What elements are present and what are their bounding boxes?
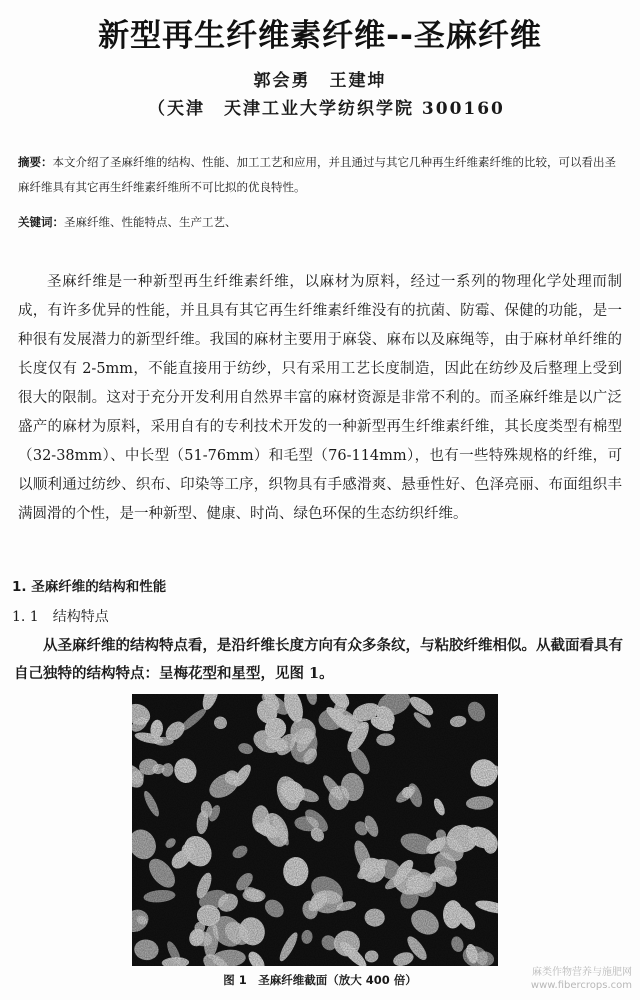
figure-caption: 图 1 圣麻纤维截面（放大 400 倍）	[223, 973, 417, 987]
abstract-text: 本文介绍了圣麻纤维的结构、性能、加工工艺和应用，并且通过与其它几种再生纤维素纤维的比较，可以看出圣麻纤维具有其它再生纤维素纤维所不可比拟的优良特性。	[18, 155, 616, 194]
section-heading-1-1: 1. 1 结构特点	[12, 609, 109, 625]
keywords	[18, 214, 622, 230]
watermark-line-2: www.fibercrops.com	[530, 980, 632, 991]
watermark-line-1: 麻类作物营养与施肥网	[532, 967, 632, 978]
site-watermark	[531, 966, 632, 992]
section-heading-1: 1. 圣麻纤维的结构和性能	[12, 579, 167, 595]
intro-paragraph: 圣麻纤维是一种新型再生纤维素纤维，以麻材为原料，经过一系列的物理化学处理而制成，有许多优异的性能，并且具有其它再生纤维素纤维没有的抗菌、防霉、保健的功能，是一种很有发展潜力的新型纤维。我国的麻材主要用于麻袋、麻布以及麻绳等，由于麻材单纤维的长度仅有 2-5mm，不能直接用于纺纱，只有采用工艺长度制造，因此在纺纱及后整理上受到很大的限制。这对于充分开发利用自然界丰富的麻材资源是非常不利的。而圣麻纤维是以广泛盛产的麻材为原料，采用自有的专利技术开发的一种新型再生纤维素纤维，其长度类型有棉型（32-38mm）、中长型（51-76mm）和毛型（76-114mm），也有一些特殊规格的纤维，可以顺利通过纺纱、织布、印染等工序，织物具有手感滑爽、悬垂性好、色泽亮丽、布面组织丰满圆滑的个性，是一种新型、健康、时尚、绿色环保的生态纺织纤维。	[18, 274, 622, 522]
structure-paragraph: 从圣麻纤维的结构特点看，是沿纤维长度方向有众多条纹，与粘胶纤维相似。从截面看具有自己独特的结构特点：呈梅花型和星型，见图 1。	[14, 637, 623, 682]
abstract	[18, 150, 622, 200]
keywords-text: 圣麻纤维、性能特点、生产工艺、	[64, 215, 237, 229]
affiliation: （天津 天津工业大学纺织学院 300160	[148, 99, 505, 119]
authors: 郭会勇 王建坤	[253, 71, 387, 91]
abstract-label: 摘要：	[18, 155, 53, 169]
keywords-label: 关键词：	[18, 215, 64, 229]
fiber-cross-section-micrograph	[132, 694, 498, 966]
paper-title: 新型再生纤维素纤维--圣麻纤维	[98, 18, 542, 54]
